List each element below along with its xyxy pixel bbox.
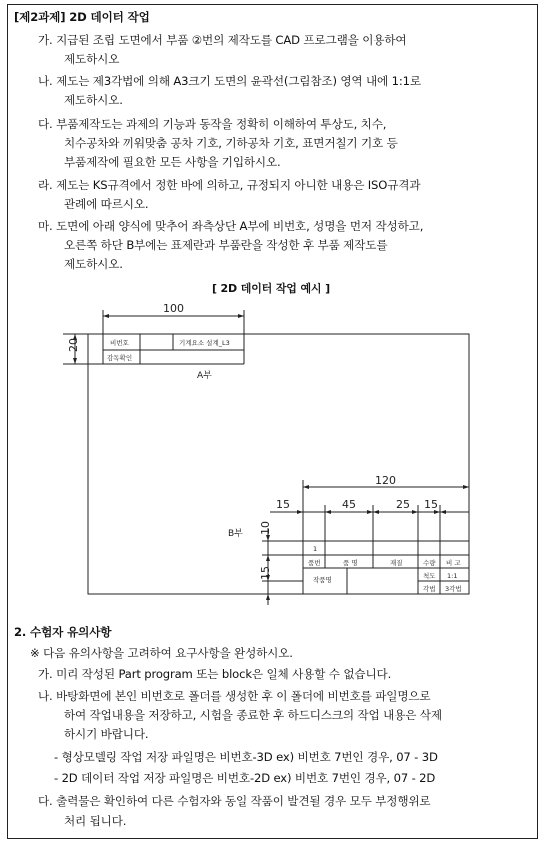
dim-25-label: 25 xyxy=(396,498,410,511)
dim-120-label: 120 xyxy=(375,474,396,487)
b-header-number: 품번 xyxy=(308,559,321,567)
a-cell-bibeonho: 비번호 xyxy=(110,339,129,347)
req-na-line1: 나. 제도는 제3각법에 의해 A3크기 도면의 윤곽선(그림참조) 영역 내에 1:1로 xyxy=(38,74,421,88)
a-part-label: A부 xyxy=(197,371,212,381)
b-method-label: 각법 xyxy=(423,585,436,593)
b-part-label: B부 xyxy=(228,529,243,539)
b-header-material: 재질 xyxy=(390,559,403,567)
a-cell-subject: 기계요소 설계_L3 xyxy=(179,339,230,347)
b-method-value: 3각법 xyxy=(445,585,462,593)
section-title-task2: [제2과제] 2D 데이터 작업 xyxy=(14,10,150,24)
notes-na-line2: 하여 작업내용을 저장하고, 시험을 종료한 후 하드디스크의 작업 내용은 삭제 xyxy=(64,708,442,722)
notes-da-line2: 처리 됩니다. xyxy=(64,814,127,828)
notes-na-line3: 하시기 바랍니다. xyxy=(64,727,149,741)
req-na-line2: 제도하시오. xyxy=(64,93,123,107)
dim-45-label: 45 xyxy=(342,498,356,511)
dim-100-label: 100 xyxy=(163,302,184,315)
notes-dash-2d: - 2D 데이터 작업 저장 파일명은 비번호-2D ex) 비번호 7번인 경우, 07 - 2D xyxy=(54,771,436,785)
b-header-note: 비 고 xyxy=(446,559,461,567)
notes-na-line1: 나. 바탕화면에 본인 비번호로 폴더를 생성한 후 이 폴더에 비번호를 파일명으로 xyxy=(38,689,431,703)
dim-15-left-label: 15 xyxy=(276,498,290,511)
req-ra-line1: 라. 제도는 KS규격에서 정한 바에 의하고, 규정되지 아니한 내용은 ISO규격과 xyxy=(38,178,421,192)
dim-15-vertical-label: 15 xyxy=(259,566,272,580)
notes-da-line1: 다. 출력물은 확인하여 다른 수험자와 동일 작품이 발견될 경우 모두 부정행위로 xyxy=(38,794,431,808)
notes-intro: ※ 다음 유의사항을 고려하여 요구사항을 완성하시오. xyxy=(30,646,293,660)
req-da-line1: 다. 부품제작도는 과제의 기능과 동작을 정확히 이해하여 투상도, 치수, xyxy=(38,117,387,131)
req-ma-line2: 오른쪽 하단 B부에는 표제란과 부품란을 작성한 후 부품 제작도를 xyxy=(64,238,388,252)
b-scale-label: 척도 xyxy=(423,572,436,580)
req-ra-line2: 관례에 따르시오. xyxy=(64,197,149,211)
req-ma-line3: 제도하시오. xyxy=(64,257,123,271)
a-cell-supervisor: 감독확인 xyxy=(107,354,133,362)
b-row-number: 1 xyxy=(313,545,318,553)
figure-caption: [ 2D 데이터 작업 예시 ] xyxy=(212,282,330,295)
req-da-line3: 부품제작에 필요한 모든 사항을 기입하시오. xyxy=(64,155,281,169)
req-ma-line1: 마. 도면에 아래 양식에 맞추어 좌측상단 A부에 비번호, 성명을 먼저 작성하고, xyxy=(38,219,424,233)
notes-dash-3d: - 형상모델링 작업 저장 파일명은 비번호-3D ex) 비번호 7번인 경우, 07 - 3D xyxy=(54,750,438,764)
req-ga-line2: 제도하시오 xyxy=(64,52,120,66)
b-header-name: 품 명 xyxy=(343,559,358,567)
dim-20-label: 20 xyxy=(67,338,80,352)
dim-15-right-label: 15 xyxy=(424,498,438,511)
req-da-line2: 치수공차와 끼워맞춤 공차 기호, 기하공차 기호, 표면거칠기 기호 등 xyxy=(64,136,398,150)
notes-ga: 가. 미리 작성된 Part program 또는 block은 일체 사용할 수 없습니다. xyxy=(38,667,392,681)
req-ga-line1: 가. 지급된 조립 도면에서 부품 ②번의 제작도를 CAD 프로그램을 이용하여 xyxy=(38,33,407,47)
dim-10-label: 10 xyxy=(259,521,272,535)
section-title-notes: 2. 수험자 유의사항 xyxy=(14,625,112,639)
b-work-name: 작품명 xyxy=(313,576,332,584)
b-scale-value: 1:1 xyxy=(447,572,458,580)
b-header-quantity: 수량 xyxy=(423,559,436,567)
